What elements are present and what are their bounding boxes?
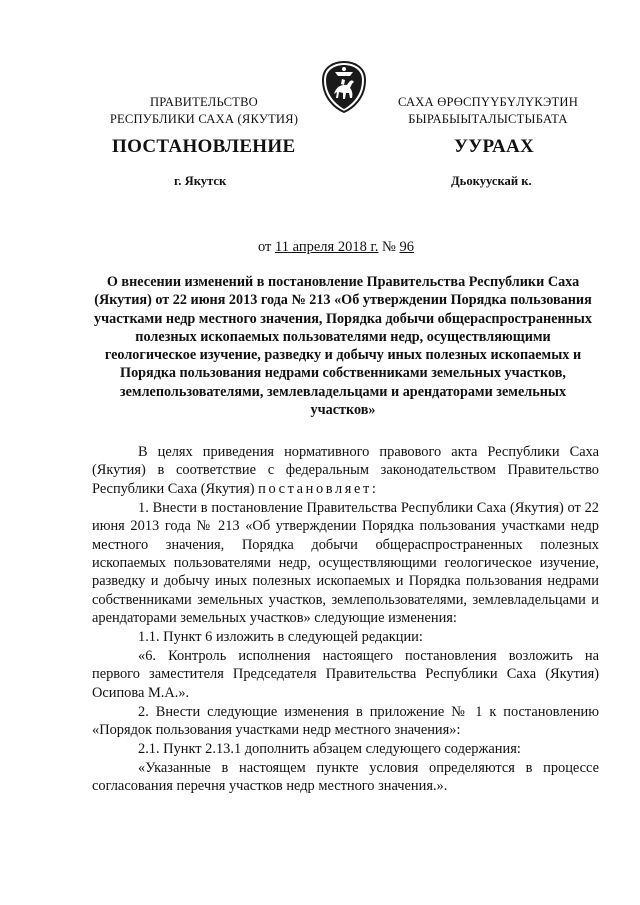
body-intro-text: В целях приведения нормативного правового акта Республики Саха (Якутия) в соответствие с федеральным законодательством Правительство Республики Саха (Якутия) [92, 444, 599, 497]
document-subject-title: О внесении изменений в постановление Правительства Республики Саха (Якутия) от 22 июня 2013 года № 213 «Об утверждении Порядка пользования участками недр местного значения, Порядка добычи общераспространенных полезных ископаемых пользователями недр, осуществляющими геологическое изучение, разведку и добычу иных полезных ископаемых и Порядка пользования недрами собственниками земельных участков, землепользователями, землевладельцами и арендаторами земельных участков» [94, 274, 592, 419]
document-body [92, 443, 599, 796]
body-paragraph-2: 2. Внести следующие изменения в приложение № 1 к постановлению «Порядок пользования участками недр местного значения»: [92, 703, 599, 739]
body-paragraph-1-1-text: «6. Контроль исполнения настоящего постановления возложить на первого заместителя Председателя Правительства Республики Саха (Якутия) Осипова М.А.». [92, 647, 599, 701]
decree-title-russian: ПОСТАНОВЛЕНИЕ [112, 136, 296, 157]
header-left-line2: РЕСПУБЛИКИ САХА (ЯКУТИЯ) [109, 112, 299, 126]
city-yakut: Дьокуускай к. [451, 174, 532, 188]
body-intro-verb: постановляет: [258, 480, 379, 497]
body-paragraph-1: 1. Внести в постановление Правительства Республики Саха (Якутия) от 22 июня 2013 года № 213 «Об утверждении Порядка пользования участками недр местного значения, Порядка добычи общераспространенных полезных ископаемых пользователями недр, осуществляющими геологическое изучение, разведку и добычу иных полезных ископаемых и Порядка пользования недрами собственниками земельных участков, землепользователями, землевладельцами и арендаторами земельных участков» следующие изменения: [92, 499, 599, 627]
date-prefix: от [258, 239, 272, 255]
body-intro-paragraph [92, 443, 599, 498]
body-paragraph-2-1: 2.1. Пункт 2.13.1 дополнить абзацем следующего содержания: [138, 741, 521, 757]
body-paragraph-1-1: 1.1. Пункт 6 изложить в следующей редакции: [138, 629, 423, 646]
decree-number: 96 [399, 239, 414, 255]
number-sign: № [382, 239, 396, 255]
decree-title-yakut: УУРААХ [454, 136, 535, 157]
decree-date-line [258, 239, 414, 256]
government-header-russian [95, 94, 313, 128]
header-right-line1: САХА ӨРӨСПҮҮБҮЛҮКЭТИН [398, 95, 578, 109]
decree-date: 11 апреля 2018 г. [275, 239, 379, 255]
body-paragraph-2-1-text: «Указанные в настоящем пункте условия определяются в процессе согласования перечня участков недр местного значения.». [92, 759, 599, 795]
government-header-yakut [380, 94, 596, 128]
city-russian: г. Якутск [174, 174, 227, 188]
header-left-line1: ПРАВИТЕЛЬСТВО [150, 95, 258, 109]
coat-of-arms-emblem-icon [319, 60, 369, 114]
header-right-line2: БЫРАБЫЫТАЛЫСТЫБАТА [408, 112, 568, 126]
